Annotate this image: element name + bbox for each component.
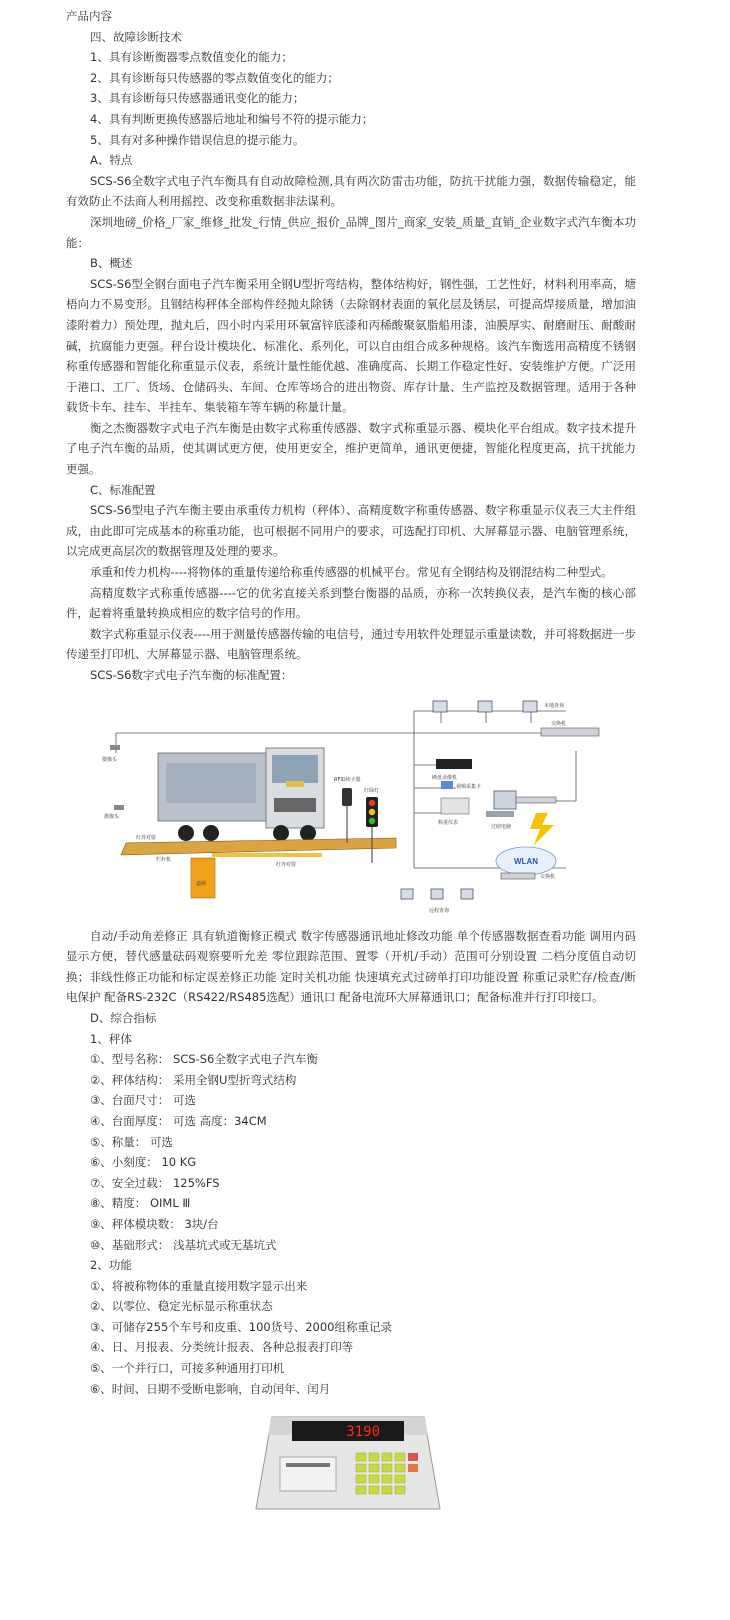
camera-icon bbox=[110, 745, 124, 810]
wlan-label: WLAN bbox=[514, 856, 538, 866]
ir-label: 红外对射 bbox=[276, 861, 297, 868]
display-readout: 3190 bbox=[346, 1424, 380, 1441]
remote-monitor-icon bbox=[401, 889, 473, 899]
spec-item: ⑩、基础形式： 浅基坑式或无基坑式 bbox=[90, 1237, 277, 1252]
weighing-indicator-image bbox=[252, 1405, 442, 1517]
switch-label: 交换机 bbox=[551, 720, 567, 727]
computer-label: 过磅电脑 bbox=[491, 823, 512, 830]
printer-slot bbox=[280, 1457, 336, 1491]
section-title-d: D、综合指标 bbox=[90, 1010, 157, 1025]
recorder-label: 硬盘录像机 bbox=[432, 774, 458, 781]
instrument-label: 称重仪表 bbox=[438, 819, 459, 826]
video-card-icon bbox=[441, 781, 453, 789]
switch-label: 交换机 bbox=[540, 873, 556, 880]
spec-item: ④、台面厚度： 可选 高度：34CM bbox=[90, 1113, 267, 1128]
spec-item: ⑦、安全过载： 125%FS bbox=[90, 1175, 220, 1190]
remote-label: 远程查询 bbox=[429, 907, 450, 914]
function-item: ③、可储存255个车号和皮重、100货号、2000组称重记录 bbox=[90, 1319, 392, 1334]
paragraph: SCS-S6型全钢台面电子汽车衡采用全钢U型折弯结构，整体结构好，钢性强，工艺性好，材料利用率高，塘梧向力不易变形。且钢结构秤体全部构件经抛丸除锈（去除钢材表面的氧化层及锈层，可提高焊接质量，增加油漆附着力）预处理，抛丸后，四小时内采用环氧富锌底漆和丙稀酸聚氨脂船用漆，油膜厚实、耐磨耐压、耐酸耐碱，抗腐能力更强。秤台设计模块化、标准化、系列化，可以自由组合成多种规格。该汽车衡选用高精度不锈钢称重传感器和智能化称重显示仪表，系统计量性能优越、准确度高、长期工作稳定性好、安装维护方便。广泛用于港口、工厂、货场、仓储码头、车间、仓库等场合的进出物资、库存计量、生产监控及数据管理。适用于各种载货卡车、挂车、半挂车、集装箱车等车辆的称量计量。 bbox=[66, 276, 636, 415]
camera-label: 摄像头 bbox=[104, 813, 120, 820]
paragraph: SCS-S6型电子汽车衡主要由承重传力机构（秤体）、高精度数字称重传感器、数字称重显示仪表三大主件组成，由此即可完成基本的称重功能，也可根据不同用户的要求，可选配打印机、大屏幕显示器、电脑管理系统，以完成更高层次的数据管理及处理的要求。 bbox=[66, 503, 636, 559]
traffic-light-icon bbox=[366, 797, 378, 863]
switch-top-icon bbox=[541, 728, 599, 736]
spec-item: ⑧、精度： OIML Ⅲ bbox=[90, 1196, 191, 1211]
truck-icon bbox=[158, 748, 324, 841]
lightning-icon bbox=[530, 813, 554, 845]
paragraph: SCS-S6全数字式电子汽车衡具有自动故障检测,具有两次防雷击功能，防抗干扰能力强，数据传输稳定，能有效防止不法商人利用摇控、改变称重数据非法谋利。 bbox=[66, 173, 636, 209]
subsection-title: 1、秤体 bbox=[90, 1031, 132, 1046]
page-heading: 产品内容 bbox=[66, 9, 112, 23]
function-item: ⑥、时间、日期不受断电影响，自动闰年、闰月 bbox=[90, 1381, 331, 1396]
switch-bottom-icon bbox=[501, 873, 535, 879]
function-item: ②、以零位、稳定光标显示称重状态 bbox=[90, 1299, 273, 1314]
section-title-c: C、标准配置 bbox=[90, 482, 156, 497]
paragraph: 衡之杰衡器数字式电子汽车衡是由数字式称重传感器、数字式称重显示器、模块化平台组成。数字技术提升了电子汽车衡的品质，使其调试更方便，使用更安全，维护更简单，通讯更便捷，智能化程度更高，抗干扰能力更强。 bbox=[66, 420, 636, 477]
section-title-b: B、概述 bbox=[90, 256, 133, 271]
rfid-reader-icon bbox=[342, 788, 352, 806]
paragraph: 高精度数字式称重传感器----它的优劣直接关系到整台衡器的品质，亦称一次转换仪表，是汽车衡的核心部件，起着将重量转换成相应的数字信号的作用。 bbox=[66, 585, 636, 621]
instrument-icon bbox=[441, 798, 469, 814]
gate-label: 道闸 bbox=[196, 880, 207, 887]
function-item: ①、将被称物体的重量直接用数字显示出来 bbox=[90, 1278, 308, 1293]
subsection-title: 2、功能 bbox=[90, 1258, 132, 1273]
ir-label: 红外对射 bbox=[136, 834, 157, 841]
scale-platform bbox=[121, 838, 396, 855]
query-label: 本地查询 bbox=[544, 702, 565, 709]
spec-item: ⑤、称量： 可选 bbox=[90, 1134, 173, 1149]
list-item: 4、具有判断更换传感器后地址和编号不符的提示能力； bbox=[90, 111, 374, 126]
barrier-label: 栏杆机 bbox=[156, 856, 172, 863]
spec-item: ②、秤体结构： 采用全钢U型折弯式结构 bbox=[90, 1072, 297, 1087]
spec-item: ①、型号名称： SCS-S6全数字式电子汽车衡 bbox=[90, 1052, 318, 1067]
video-card-label: 视频采集卡 bbox=[456, 783, 482, 790]
section-title-fault: 四、故障诊断技术 bbox=[90, 29, 182, 44]
reader-label: RFID读卡器 bbox=[334, 776, 361, 783]
section-title-a: A、特点 bbox=[90, 153, 133, 168]
barrier-gate-icon bbox=[191, 858, 215, 898]
paragraph: 承重和传力机构----将物体的重量传递给称重传感器的机械平台。常见有全钢结构及钢混结构二种型式。 bbox=[90, 565, 613, 580]
function-item: ④、日、月报表、分类统计报表、各种总报表打印等 bbox=[90, 1340, 354, 1355]
function-item: ⑤、一个并行口，可接多种通用打印机 bbox=[90, 1361, 285, 1376]
camera-label: 摄像头 bbox=[102, 756, 118, 763]
spec-item: ⑥、小刻度： 10 KG bbox=[90, 1155, 197, 1170]
paragraph: 数字式称重显示仪表----用于测量传感器传输的电信号，通过专用软件处理显示重量读数，并可将数据进一步传递至打印机、大屏幕显示器、电脑管理系统。 bbox=[66, 626, 636, 662]
document-body bbox=[66, 6, 636, 1517]
list-item: 5、具有对多种操作错误信息的提示能力。 bbox=[90, 132, 305, 147]
system-configuration-diagram bbox=[96, 693, 621, 918]
list-item: 2、具有诊断每只传感器的零点数值变化的能力； bbox=[90, 70, 339, 85]
list-item: 1、具有诊断衡器零点数值变化的能力； bbox=[90, 50, 293, 65]
spec-item: ⑨、秤体模块数： 3块/台 bbox=[90, 1216, 219, 1231]
paragraph: SCS-S6数字式电子汽车衡的标准配置： bbox=[90, 668, 293, 682]
spec-item: ③、台面尺寸： 可选 bbox=[90, 1093, 196, 1108]
switch-mid-icon bbox=[516, 797, 556, 803]
light-label: 红绿灯 bbox=[364, 787, 380, 794]
query-monitor-icon bbox=[433, 701, 537, 712]
list-item: 3、具有诊断每只传感器通讯变化的能力； bbox=[90, 91, 305, 106]
computer-icon bbox=[486, 791, 516, 817]
paragraph: 自动/手动角差修正 具有轨道衡修正模式 数字传感器通讯地址修改功能 单个传感器数据查看功能 调用内码显示方便，替代感量砝码观察要听允差 零位跟踪范围、置零（开机/手动）范围可分别设置 二档分度值自动切换；非线性修正功能和标定误差修正功能 定时关机功能 快速填充式过磅单打印功能设置 称重记录贮存/检查/断电保护 配备RS-232C（RS422/RS485选配）通讯口 配备电流环大屏幕通讯口；配备标准并行打印接口。 bbox=[66, 928, 636, 1005]
paragraph: 深圳地磅_价格_厂家_维修_批发_行情_供应_报价_品牌_图片_商家_安装_质量_直销_企业数字式汽车衡本功能： bbox=[66, 214, 636, 250]
recorder-icon bbox=[436, 759, 472, 769]
